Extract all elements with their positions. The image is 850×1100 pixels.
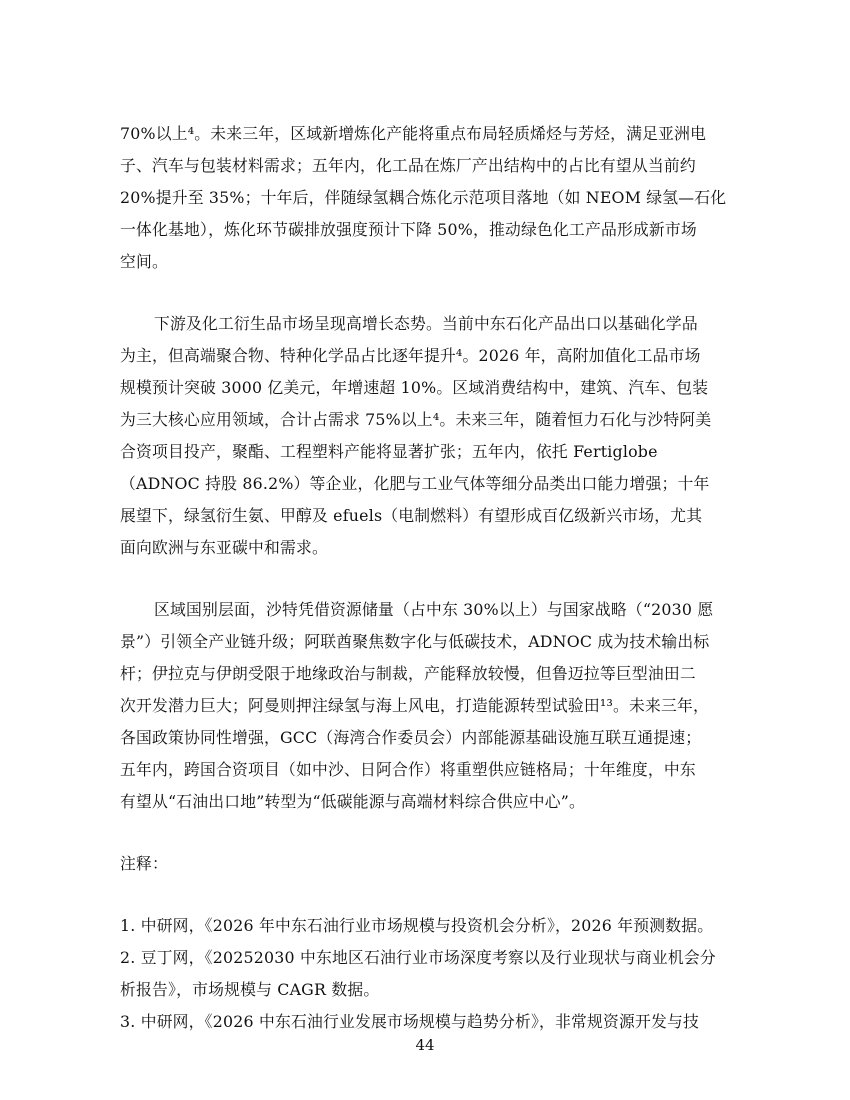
paragraph-2-line-2: 为主，但高端聚合物、特种化学品占比逐年提升⁴。2026 年，高附加值化工品市场: [120, 346, 701, 365]
paragraph-3-line-4: 次开发潜力巨大；阿曼则押注绿氢与海上风电，打造能源转型试验田¹³。未来三年，: [120, 696, 709, 715]
paragraph-2-line-1: 下游及化工衍生品市场呈现高增长态势。当前中东石化产品出口以基础化学品: [154, 314, 698, 333]
note-3-line-1: 3. 中研网，《2026 中东石油行业发展市场规模与趋势分析》，非常规资源开发与技: [120, 1012, 700, 1031]
paragraph-1-line-3: 20%提升至 35%；十年后，伴随绿氢耦合炼化示范项目落地（如 NEOM 绿氢—石化: [120, 188, 727, 207]
paragraph-2-line-4: 为三大核心应用领域，合计占需求 75%以上⁴。未来三年，随着恒力石化与沙特阿美: [120, 410, 712, 429]
paragraph-1-line-4: 一体化基地），炼化环节碳排放强度预计下降 50%，推动绿色化工产品形成新市场: [120, 220, 697, 239]
note-1: 1. 中研网，《2026 年中东石油行业市场规模与投资机会分析》，2026 年预测数据。: [120, 916, 714, 935]
note-2-line-1: 2. 豆丁网，《20252030 中东地区石油行业市场深度考察以及行业现状与商业机会分: [120, 948, 716, 967]
paragraph-3-line-6: 五年内，跨国合资项目（如中沙、日阿合作）将重塑供应链格局；十年维度，中东: [120, 760, 696, 779]
page-number: 44: [415, 1036, 435, 1054]
paragraph-3-line-7: 有望从“石油出口地”转型为“低碳能源与高端材料综合供应中心”。: [120, 792, 586, 811]
paragraph-3-line-2: 景”）引领全产业链升级；阿联酋聚焦数字化与低碳技术，ADNOC 成为技术输出标: [120, 632, 710, 651]
paragraph-3-line-5: 各国政策协同性增强，GCC（海湾合作委员会）内部能源基础设施互联互通提速；: [120, 728, 702, 747]
paragraph-2-line-6: （ADNOC 持股 86.2%）等企业，化肥与工业气体等细分品类出口能力增强；十年: [120, 474, 710, 493]
paragraph-2-line-7: 展望下，绿氢衍生氨、甲醇及 efuels（电制燃料）有望形成百亿级新兴市场，尤其: [120, 506, 703, 525]
paragraph-3-line-1: 区域国别层面，沙特凭借资源储量（占中东 30%以上）与国家战略（“2030 愿: [154, 600, 714, 619]
paragraph-1-line-2: 子、汽车与包装材料需求；五年内，化工品在炼厂产出结构中的占比有望从当前约: [120, 156, 696, 175]
notes-title: 注释：: [120, 854, 168, 873]
paragraph-1-line-5: 空间。: [120, 252, 168, 271]
note-2-line-2: 析报告》，市场规模与 CAGR 数据。: [120, 980, 380, 999]
paragraph-1-line-1: 70%以上⁴。未来三年，区域新增炼化产能将重点布局轻质烯烃与芳烃，满足亚洲电: [120, 124, 707, 143]
paragraph-2-line-3: 规模预计突破 3000 亿美元，年增速超 10%。区域消费结构中，建筑、汽车、包装: [120, 378, 709, 397]
paragraph-2-line-8: 面向欧洲与东亚碳中和需求。: [120, 538, 328, 557]
paragraph-3-line-3: 杆；伊拉克与伊朗受限于地缘政治与制裁，产能释放较慢，但鲁迈拉等巨型油田二: [120, 664, 696, 683]
paragraph-2-line-5: 合资项目投产，聚酯、工程塑料产能将显著扩张；五年内，依托 Fertiglobe: [120, 442, 658, 461]
